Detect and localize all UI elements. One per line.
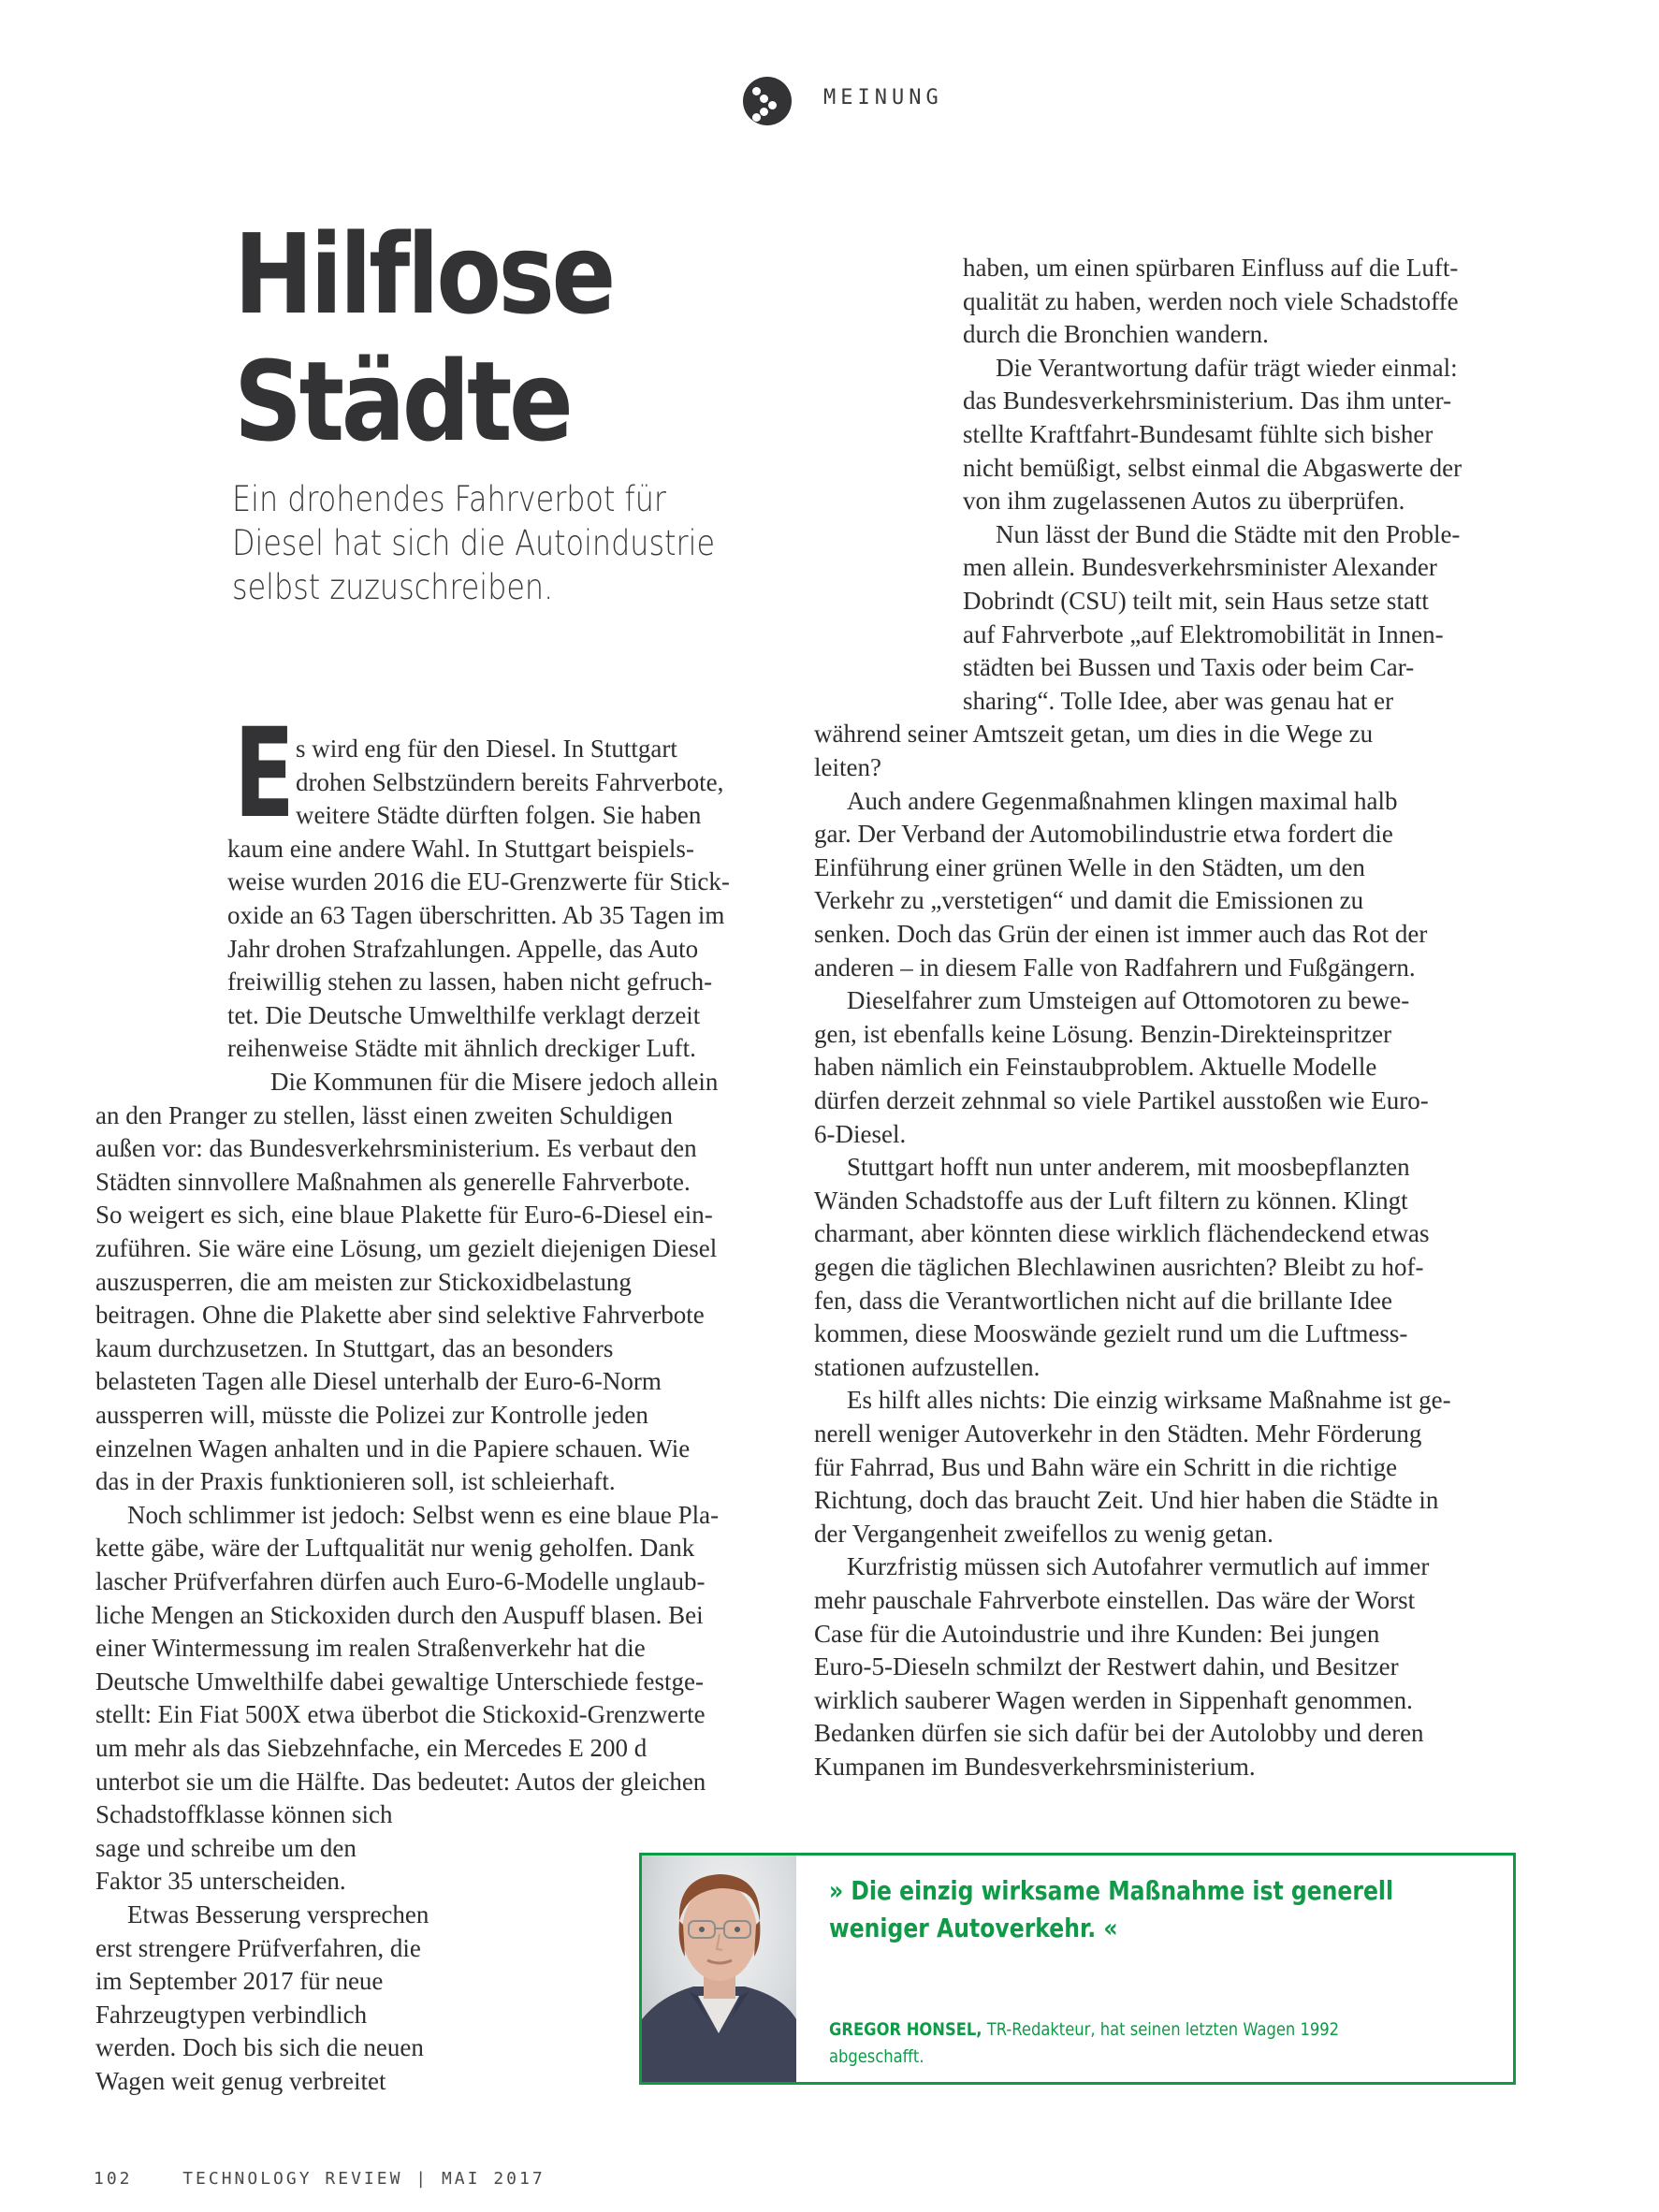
body-text-line: men allein. Bundesverkehrsminister Alexander bbox=[963, 553, 1437, 582]
body-text-line: stationen aufzustellen. bbox=[814, 1352, 1041, 1381]
body-text-line: städten bei Bussen und Taxis oder beim Car- bbox=[963, 653, 1415, 682]
drop-cap bbox=[234, 702, 295, 846]
body-text-line: drohen Selbstzündern bereits Fahrverbote, bbox=[296, 767, 724, 796]
body-text-line: haben, um einen spürbaren Einfluss auf die Luft- bbox=[963, 254, 1459, 282]
body-text-line: Die Kommunen für die Misere jedoch allein bbox=[270, 1068, 719, 1096]
body-text-line: während seiner Amtszeit getan, um dies in die Wege zu bbox=[814, 720, 1374, 749]
body-text-line: dürfen derzeit zehnmal so viele Partikel ausstoßen wie Euro- bbox=[814, 1086, 1429, 1114]
body-text-line: außen vor: das Bundesverkehrsministerium. Es verbaut den bbox=[95, 1134, 697, 1163]
author-name: GREGOR HONSEL, bbox=[829, 2019, 982, 2040]
body-text-line: um mehr als das Siebzehnfache, ein Mercedes E 200 d bbox=[95, 1734, 648, 1762]
body-text-line: Kumpanen im Bundesverkehrsministerium. bbox=[814, 1753, 1256, 1781]
body-text-line: stellt: Ein Fiat 500X etwa überbot die Stickoxid-Grenzwerte bbox=[95, 1700, 706, 1729]
body-text-line: kaum durchzusetzen. In Stuttgart, das an besonders bbox=[95, 1333, 614, 1362]
body-text-line: wirklich sauberer Wagen werden in Sippenhaft genommen. bbox=[814, 1685, 1413, 1714]
body-text-line: belasteten Tagen alle Diesel unterhalb der Euro-6-Norm bbox=[95, 1367, 662, 1396]
body-text-line: Es hilft alles nichts: Die einzig wirksame Maßnahme ist ge- bbox=[847, 1386, 1451, 1415]
body-text-line: s wird eng für den Diesel. In Stuttgart bbox=[296, 735, 677, 763]
body-text-line: an den Pranger zu stellen, lässt einen zweiten Schuldigen bbox=[95, 1100, 674, 1129]
body-text-line: weise wurden 2016 die EU-Grenzwerte für Stick- bbox=[227, 867, 730, 896]
body-text-line: Bedanken dürfen sie sich dafür bei der Autolobby und deren bbox=[814, 1719, 1424, 1748]
subheadline-line: selbst zuzuschreiben. bbox=[232, 567, 554, 607]
body-text-line: nerell weniger Autoverkehr in den Städten. Mehr Förderung bbox=[814, 1419, 1422, 1448]
body-text-line: unterbot sie um die Hälfte. Das bedeutet: Autos der gleichen bbox=[95, 1767, 706, 1796]
body-text-line: einer Wintermessung im realen Straßenverkehr hat die bbox=[95, 1634, 646, 1663]
body-text-line: mehr pauschale Fahrverbote einstellen. Das wäre der Worst bbox=[814, 1586, 1416, 1614]
body-text-line: Schadstoffklasse können sich bbox=[95, 1800, 393, 1829]
body-text-line: 6-Diesel. bbox=[814, 1119, 907, 1148]
body-text-line: Stuttgart hofft nun unter anderem, mit moosbepflanzten bbox=[847, 1153, 1410, 1182]
issue-date: MAI 2017 bbox=[441, 2169, 546, 2189]
body-text-line: stellte Kraftfahrt-Bundesamt fühlte sich bisher bbox=[963, 420, 1433, 448]
body-text-line: das Bundesverkehrsministerium. Das ihm unter- bbox=[963, 386, 1452, 415]
body-text-line: Deutsche Umwelthilfe dabei gewaltige Unterschiede festge- bbox=[95, 1666, 704, 1695]
section-label: MEINUNG bbox=[823, 86, 943, 109]
body-text-line: sharing“. Tolle Idee, aber was genau hat er bbox=[963, 686, 1394, 715]
body-text-line: von ihm zugelassenen Autos zu überprüfen. bbox=[963, 487, 1405, 516]
body-text-line: Die Verantwortung dafür trägt wieder einmal: bbox=[996, 353, 1458, 382]
body-text-line: Wagen weit genug verbreitet bbox=[95, 2067, 386, 2095]
body-text-line: Jahr drohen Strafzahlungen. Appelle, das Auto bbox=[227, 934, 699, 963]
body-text-line: Case für die Autoindustrie und ihre Kunden: Bei jungen bbox=[814, 1619, 1380, 1648]
author-bio-continued: abgeschafft. bbox=[829, 2046, 924, 2067]
body-text-line: auszusperren, die am meisten zur Stickoxidbelastung bbox=[95, 1267, 632, 1296]
body-text-line: reihenweise Städte mit ähnlich dreckiger Luft. bbox=[227, 1034, 696, 1063]
body-text-line: Dobrindt (CSU) teilt mit, sein Haus setze statt bbox=[963, 587, 1429, 615]
body-text-line: lascher Prüfverfahren dürfen auch Euro-6-Modelle unglaub- bbox=[95, 1567, 706, 1595]
body-text-line: kette gäbe, wäre der Luftqualität nur wenig geholfen. Dank bbox=[95, 1534, 695, 1563]
body-text-line: Euro-5-Dieseln schmilzt der Restwert dahin, und Besitzer bbox=[814, 1652, 1399, 1681]
footer-separator: | bbox=[415, 2169, 429, 2189]
body-text-line: leiten? bbox=[814, 753, 881, 781]
author-bio: TR-Redakteur, hat seinen letzten Wagen 1992 bbox=[982, 2019, 1340, 2040]
subheadline bbox=[232, 477, 715, 609]
body-text-line: werden. Doch bis sich die neuen bbox=[95, 2033, 424, 2062]
body-text-line: Dieselfahrer zum Umsteigen auf Ottomotoren zu bewe- bbox=[847, 986, 1410, 1015]
body-text-line: oxide an 63 Tagen überschritten. Ab 35 Tagen im bbox=[227, 901, 725, 929]
quote-open-mark: » bbox=[829, 1875, 844, 1906]
body-text-line: für Fahrrad, Bus und Bahn wäre ein Schritt in die richtige bbox=[814, 1452, 1398, 1481]
body-text-line: Auch andere Gegenmaßnahmen klingen maximal halb bbox=[847, 786, 1398, 815]
drop-cap-letter: E bbox=[234, 702, 295, 846]
page-footer bbox=[94, 2169, 546, 2189]
dotted-circle-icon bbox=[743, 77, 792, 125]
body-text-line: Richtung, doch das braucht Zeit. Und hier haben die Städte in bbox=[814, 1486, 1439, 1515]
body-text-line: Kurzfristig müssen sich Autofahrer vermutlich auf immer bbox=[847, 1552, 1430, 1581]
author-portrait-icon bbox=[642, 1855, 796, 2082]
headline bbox=[234, 211, 613, 465]
page-number: 102 bbox=[94, 2169, 133, 2189]
headline-line: Städte bbox=[234, 337, 571, 466]
subheadline-line: Ein drohendes Fahrverbot für bbox=[232, 479, 666, 519]
body-text-line: Faktor 35 unterscheiden. bbox=[95, 1867, 346, 1896]
body-text-line: sage und schreibe um den bbox=[95, 1833, 357, 1862]
body-text-line: Verkehr zu „verstetigen“ und damit die Emissionen zu bbox=[814, 886, 1364, 915]
quote-close-mark: « bbox=[1103, 1913, 1118, 1943]
author-photo bbox=[642, 1855, 796, 2082]
body-text-line: senken. Doch das Grün der einen ist immer auch das Rot der bbox=[814, 920, 1428, 948]
body-text-line: das in der Praxis funktionieren soll, ist schleierhaft. bbox=[95, 1467, 616, 1496]
headline-line: Hilflose bbox=[234, 210, 613, 339]
publication-name: TECHNOLOGY REVIEW bbox=[182, 2169, 403, 2189]
body-text-line: nicht bemüßigt, selbst einmal die Abgaswerte der bbox=[963, 453, 1463, 482]
body-text-line: aussperren will, müsste die Polizei zur Kontrolle jeden bbox=[95, 1401, 648, 1429]
subheadline-line: Diesel hat sich die Autoindustrie bbox=[232, 523, 716, 563]
body-text-line: Wänden Schadstoffe aus der Luft filtern zu können. Klingt bbox=[814, 1186, 1408, 1215]
body-text-line: auf Fahrverbote „auf Elektromobilität in Innen- bbox=[963, 619, 1444, 648]
body-text-line: tet. Die Deutsche Umwelthilfe verklagt derzeit bbox=[227, 1000, 701, 1029]
pull-quote-text bbox=[829, 1872, 1393, 1947]
quote-line: Die einzig wirksame Maßnahme ist generell bbox=[851, 1875, 1394, 1906]
body-text-line: der Vergangenheit zweifellos zu wenig getan. bbox=[814, 1519, 1273, 1548]
body-text-line: kommen, diese Mooswände gezielt rund um die Luftmess- bbox=[814, 1319, 1408, 1348]
body-text-line: gen, ist ebenfalls keine Lösung. Benzin-Direkteinspritzer bbox=[814, 1019, 1392, 1048]
body-text-line: qualität zu haben, werden noch viele Schadstoffe bbox=[963, 286, 1459, 315]
body-text-line: Noch schlimmer ist jedoch: Selbst wenn es eine blaue Pla- bbox=[127, 1500, 720, 1529]
body-text-line: beitragen. Ohne die Plakette aber sind selektive Fahrverbote bbox=[95, 1301, 705, 1330]
body-text-line: einzelnen Wagen anhalten und in die Papiere schauen. Wie bbox=[95, 1433, 691, 1463]
body-text-line: kaum eine andere Wahl. In Stuttgart beispiels- bbox=[227, 834, 694, 863]
body-text-line: durch die Bronchien wandern. bbox=[963, 320, 1269, 349]
body-text-line: Etwas Besserung versprechen bbox=[127, 1900, 429, 1928]
pull-quote-box bbox=[639, 1853, 1516, 2085]
body-text-line: erst strengere Prüfverfahren, die bbox=[95, 1933, 421, 1962]
body-text-line: Fahrzeugtypen verbindlich bbox=[95, 2000, 368, 2029]
quote-line: weniger Autoverkehr. bbox=[829, 1913, 1097, 1943]
body-text-line: im September 2017 für neue bbox=[95, 1967, 384, 1996]
body-text-line: Einführung einer grünen Welle in den Städten, um den bbox=[814, 852, 1365, 881]
body-text-line: fen, dass die Verantwortlichen nicht auf die brillante Idee bbox=[814, 1286, 1393, 1315]
body-text-line: gar. Der Verband der Automobilindustrie etwa fordert die bbox=[814, 820, 1393, 849]
body-text-line: Städten sinnvollere Maßnahmen als generelle Fahrverbote. bbox=[95, 1167, 691, 1196]
body-text-line: anderen – in diesem Falle von Radfahrern und Fußgängern. bbox=[814, 953, 1416, 982]
body-text-line: liche Mengen an Stickoxiden durch den Auspuff blasen. Bei bbox=[95, 1600, 704, 1629]
body-text-line: weitere Städte dürften folgen. Sie haben bbox=[296, 801, 702, 830]
body-text-line: gegen die täglichen Blechlawinen ausrichten? Bleibt zu hof- bbox=[814, 1253, 1424, 1281]
body-text-line: freiwillig stehen zu lassen, haben nicht gefruch- bbox=[227, 968, 713, 997]
body-text-line: haben nämlich ein Feinstaubproblem. Aktuelle Modelle bbox=[814, 1053, 1377, 1082]
author-credit bbox=[829, 2016, 1339, 2071]
body-text-line: charmant, aber könnten diese wirklich flächendeckend etwas bbox=[814, 1219, 1430, 1248]
body-text-line: zuführen. Sie wäre eine Lösung, um gezielt diejenigen Diesel bbox=[95, 1234, 718, 1262]
body-text-line: Nun lässt der Bund die Städte mit den Proble- bbox=[996, 519, 1461, 548]
body-text-line: So weigert es sich, eine blaue Plakette für Euro-6-Diesel ein- bbox=[95, 1201, 713, 1230]
